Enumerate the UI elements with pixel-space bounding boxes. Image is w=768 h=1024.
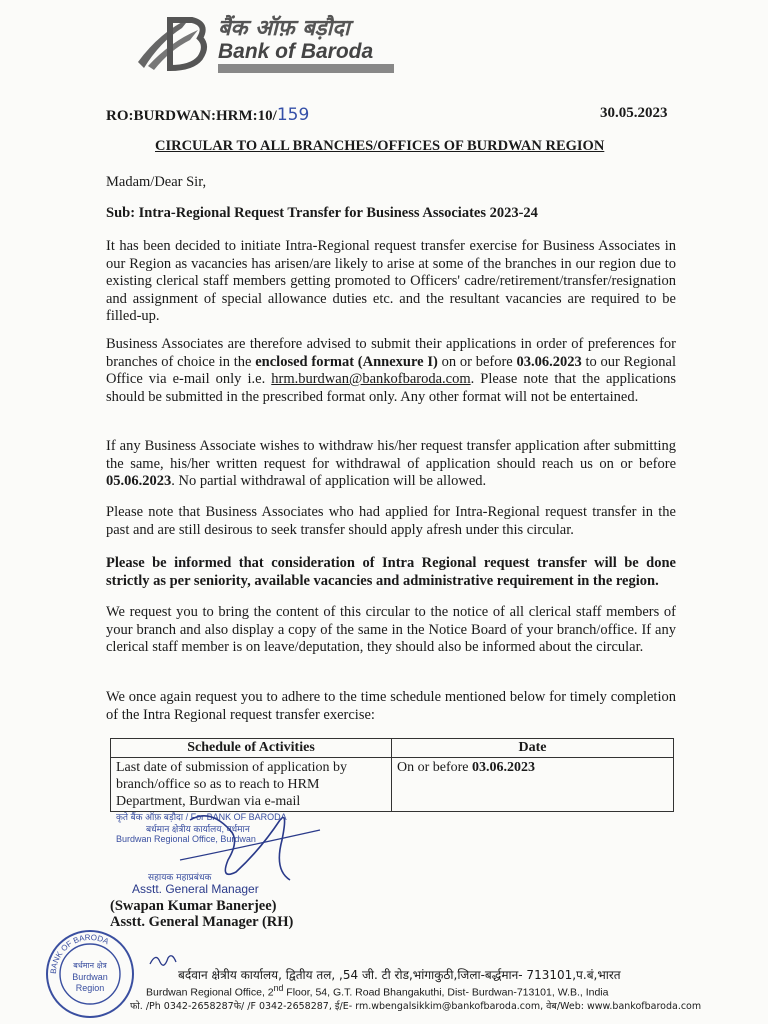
seal-top-text: BANK OF BARODA bbox=[48, 932, 111, 975]
header-activities: Schedule of Activities bbox=[111, 739, 392, 758]
p2-annexure: enclosed format (Annexure I) bbox=[255, 353, 438, 370]
p3-deadline: 05.06.2023 bbox=[106, 473, 172, 489]
subject-line: Sub: Intra-Regional Request Transfer for Business Associates 2023-24 bbox=[106, 205, 538, 221]
header-date: Date bbox=[392, 739, 674, 758]
footer-en-b: Floor, 54, G.T. Road Bhangakuthi, Dist- Burdwan-713101, W.B., India bbox=[283, 986, 609, 999]
circular-title: CIRCULAR TO ALL BRANCHES/OFFICES OF BURDWAN REGION bbox=[155, 138, 605, 154]
footer-hindi-address: बर्दवान क्षेत्रीय कार्यालय, द्वितीय तल, ,54 जी. टी रोड,भांगाकुठी,जिला-बर्द्धमान- 713101,प.बं,भारत bbox=[178, 968, 621, 982]
p2-text-a: Business Associates are therefore advised to submit their applications in order of preferences for branches of choice in the bbox=[106, 336, 676, 370]
paragraph-5: Please be informed that consideration of Intra Regional request transfer will be done strictly as per seniority, available vacancies and administrative requirement in the region. bbox=[106, 555, 676, 589]
bank-of-baroda-logo-icon bbox=[130, 12, 210, 74]
paragraph-4: Please note that Business Associates who had applied for Intra-Regional request transfer in the past and are still desirous to seek transfer should apply afresh under this circular. bbox=[106, 504, 676, 538]
date-cell bbox=[392, 758, 674, 812]
reference-number bbox=[106, 105, 309, 125]
letter-date: 30.05.2023 bbox=[600, 105, 668, 121]
p2-text-d: . Please note that the applications should be submitted in the prescribed format only. Any other format will not be entertained. bbox=[106, 371, 677, 405]
seal-hindi: बर्धमान क्षेत्र bbox=[73, 961, 107, 970]
date-prefix: On or before bbox=[397, 760, 473, 775]
stamp-line-1: कृते बैंक ऑफ़ बड़ौदा / For BANK OF BARODA bbox=[116, 812, 287, 822]
signatory-designation: Asstt. General Manager (RH) bbox=[110, 914, 294, 930]
footer-english-address bbox=[146, 983, 608, 999]
initials-icon bbox=[148, 950, 178, 970]
letterhead-strip bbox=[218, 64, 394, 73]
office-seal-icon bbox=[44, 928, 136, 1020]
salutation: Madam/Dear Sir, bbox=[106, 174, 207, 190]
paragraph-2 bbox=[106, 336, 676, 406]
stamp-line-5: Asstt. General Manager bbox=[132, 882, 259, 896]
signatory-name: (Swapan Kumar Banerjee) bbox=[110, 898, 277, 914]
paragraph-6: We request you to bring the content of this circular to the notice of all clerical staff members of your branch and also display a copy of the same in the Notice Board of your branch/office. If any clerical staff member is on leave/deputation, they should also be informed about the circular. bbox=[106, 604, 676, 655]
date-value: 03.06.2023 bbox=[472, 760, 536, 775]
footer-en-a: Burdwan Regional Office, 2 bbox=[146, 986, 274, 999]
p3-text-b: . No partial withdrawal of application will be allowed. bbox=[171, 473, 487, 489]
reference-text: RO:BURDWAN:HRM:10/ bbox=[106, 108, 277, 124]
seal-en2: Region bbox=[75, 983, 105, 993]
activity-cell: Last date of submission of application by branch/office so as to reach to HRM Department, Burdwan via e-mail bbox=[111, 758, 392, 812]
p2-text-b: on or before bbox=[437, 353, 517, 370]
table-header-row bbox=[111, 739, 674, 758]
paragraph-3 bbox=[106, 438, 676, 491]
paragraph-1: It has been decided to initiate Intra-Regional request transfer exercise for Business Associates in our Region as vacancies has arisen/are likely to arise at some of the branches in our region due to existing clerical staff members getting promoted to Officers' cadre/retirement/transfer/resignation and assignment of special allowance duties etc. and the resultant vacancies are required to be filled-up. bbox=[106, 238, 676, 324]
stamp-line-4: सहायक महाप्रबंधक bbox=[148, 873, 212, 883]
stamp-line-3: Burdwan Regional Office, Burdwan bbox=[116, 834, 256, 844]
footer-contact: फो. /Ph 0342-2658287फे/ /F 0342-2658287, ई/E- rm.wbengalsikkim@bankofbaroda.com, वेब/Web: www.bankofbaroda.com bbox=[130, 1001, 702, 1012]
p3-text-a: If any Business Associate wishes to withdraw his/her request transfer application after submitting the same, his/her written request for withdrawal of application should reach us on or before bbox=[106, 438, 676, 472]
bank-name-english: Bank of Baroda bbox=[218, 40, 374, 63]
seal-en1: Burdwan bbox=[72, 972, 108, 982]
footer-en-sup: nd bbox=[273, 983, 284, 993]
bank-name-hindi: बैंक ऑफ़ बड़ौदा bbox=[218, 16, 350, 41]
p2-text-c: to our Regional Office via e-mail only i.e. bbox=[106, 353, 676, 387]
stamp-line-2: बर्धमान क्षेत्रीय कार्यालय, बर्धमान bbox=[146, 824, 250, 834]
paragraph-7: We once again request you to adhere to the time schedule mentioned below for timely completion of the Intra Regional request transfer exercise: bbox=[106, 689, 676, 723]
p2-deadline: 03.06.2023 bbox=[516, 353, 582, 370]
email-link[interactable]: hrm.burdwan@bankofbaroda.com bbox=[271, 371, 471, 387]
handwritten-number: 159 bbox=[276, 105, 310, 125]
